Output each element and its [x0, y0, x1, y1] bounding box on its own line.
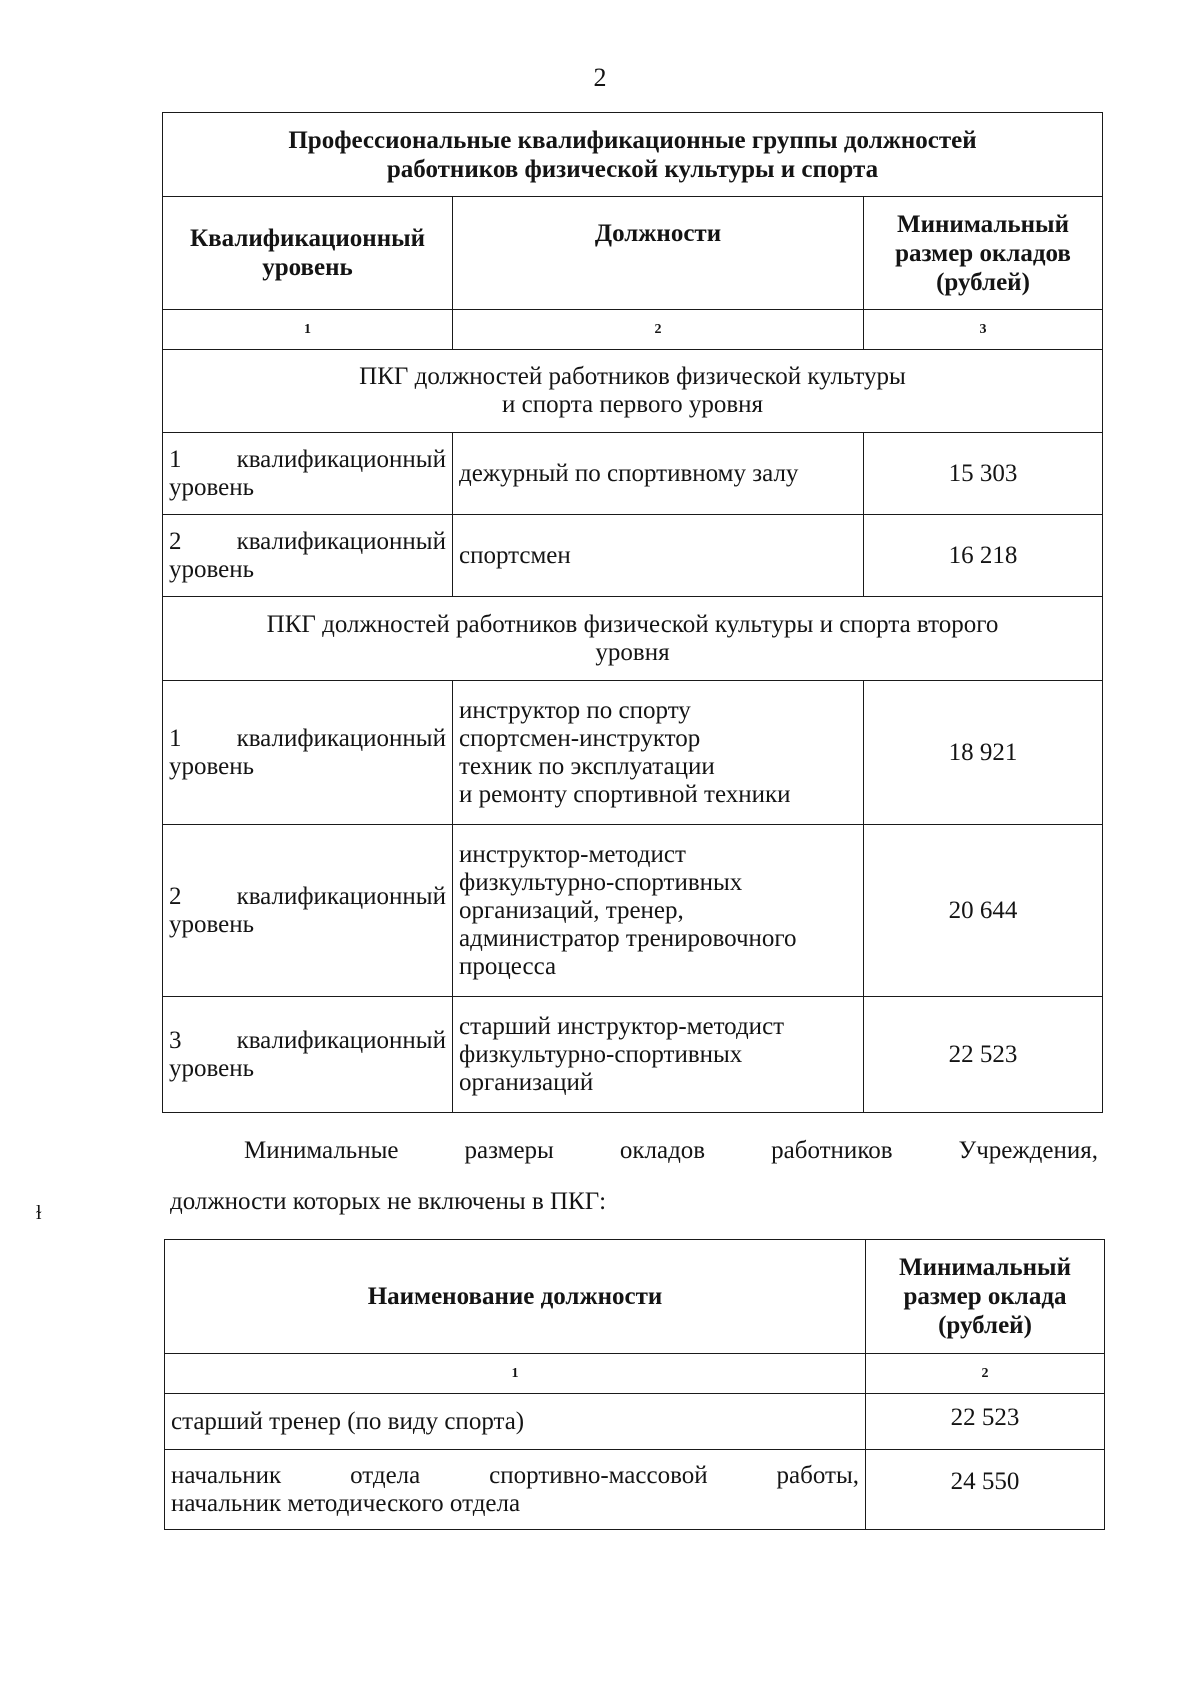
group-heading: ПКГ должностей работников физической культуры и спорта второго уровня [163, 597, 1103, 681]
table-row [163, 433, 1103, 515]
level-cell: 2 квалификационный уровень [163, 825, 453, 997]
positions-cell: инструктор-методист физкультурно-спортивных организаций, тренер, администратор тренировочного процесса [453, 825, 864, 997]
positions-cell: старший инструктор-методист физкультурно-спортивных организаций [453, 997, 864, 1113]
position-name-cell: начальник отдела спортивно-массовой работы, начальник методического отдела [165, 1450, 866, 1530]
table-row [163, 515, 1103, 597]
column-number: 3 [864, 310, 1103, 350]
header-salary: Минимальный размер оклада (рублей) [866, 1240, 1105, 1354]
positions-cell: спортсмен [453, 515, 864, 597]
table-row [163, 997, 1103, 1113]
paragraph-line-1: Минимальные размеры окладов работников Учреждения, [244, 1137, 1098, 1164]
pkg-salary-table [162, 112, 1103, 1113]
column-number: 2 [453, 310, 864, 350]
salary-cell: 16 218 [864, 515, 1103, 597]
page-number: 2 [593, 63, 607, 92]
positions-cell: инструктор по спорту спортсмен-инструктор техник по эксплуатации и ремонту спортивной техники [453, 681, 864, 825]
salary-cell: 20 644 [864, 825, 1103, 997]
table-row [165, 1394, 1105, 1450]
other-positions-table [164, 1239, 1105, 1530]
level-cell: 3 квалификационный уровень [163, 997, 453, 1113]
table-title: Профессиональные квалификационные группы должностей работников физической культуры и спорта [163, 113, 1103, 197]
salary-cell: 24 550 [866, 1450, 1105, 1530]
salary-cell: 22 523 [866, 1394, 1105, 1450]
header-positions: Должности [453, 197, 864, 310]
column-number: 2 [866, 1354, 1105, 1394]
group-heading: ПКГ должностей работников физической культуры и спорта первого уровня [163, 350, 1103, 433]
header-salary: Минимальный размер окладов (рублей) [864, 197, 1103, 310]
header-position-name: Наименование должности [165, 1240, 866, 1354]
paragraph-line-2: должности которых не включены в ПКГ: [170, 1188, 607, 1215]
salary-cell: 15 303 [864, 433, 1103, 515]
margin-mark: ɫ [36, 1202, 42, 1224]
positions-cell: дежурный по спортивному залу [453, 433, 864, 515]
level-cell: 1 квалификационный уровень [163, 681, 453, 825]
table-row [165, 1450, 1105, 1530]
level-cell: 2 квалификационный уровень [163, 515, 453, 597]
salary-cell: 22 523 [864, 997, 1103, 1113]
table-row [163, 825, 1103, 997]
position-name-cell: старший тренер (по виду спорта) [165, 1394, 866, 1450]
column-number: 1 [165, 1354, 866, 1394]
salary-cell: 18 921 [864, 681, 1103, 825]
header-level: Квалификационный уровень [163, 197, 453, 310]
table-row [163, 681, 1103, 825]
level-cell: 1 квалификационный уровень [163, 433, 453, 515]
column-number: 1 [163, 310, 453, 350]
